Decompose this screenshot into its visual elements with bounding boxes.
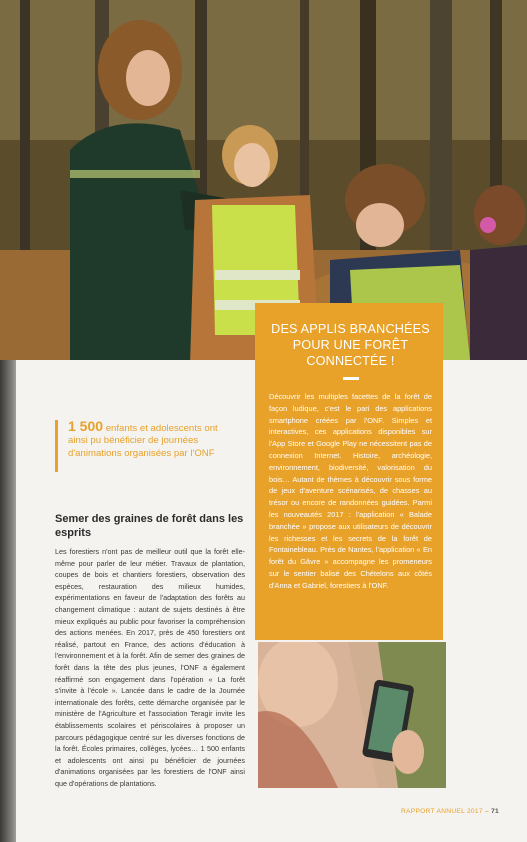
article (55, 513, 245, 789)
footer-label: RAPPORT ANNUEL 2017 (401, 808, 483, 815)
app-callout-box (255, 303, 443, 640)
article-body: Les forestiers n'ont pas de meilleur outil que la forêt elle-même pour parler de leur métier. Travaux de plantation, coupes de bois et chantiers forestiers, observation des espèces, restauration des milieux humides, expérimentations en faveur de l'adaptation des forêts au changement climatique : autant de sujets destinés à être mieux expliqués au public pour favoriser la compréhension des actions menées. En 2017, près de 450 forestiers ont réalisé, partout en France, des actions d'éducation à l'environnement et à la forêt. Afin de semer des graines de forêt dans la tête des plus jeunes, l'ONF a également réaffirmé son engagement dans l'opération « La forêt s'invite à l'école ». Lancée dans le cadre de la Journée internationale des forêts, cette démarche organisée par le ministère de l'Agriculture et l'association Teragir invite les établissements scolaires et périscolaires à proposer un parcours pédagogique centré sur les diverses fonctions de la forêt. Écoles primaires, collèges, lycées… 1 500 enfants et adolescents ont ainsi pu bénéficier de journées d'animations organisées par les forestiers de l'ONF ainsi que d'opérations de plantations. (55, 547, 245, 788)
pull-quote-number: 1 500 (68, 418, 104, 434)
callout-title: DES APPLIS BRANCHÉES POUR UNE FORÊT CONNECTÉE ! (271, 322, 430, 368)
article-heading: Semer des graines de forêt dans les esprits (55, 513, 244, 539)
page-footer (401, 808, 499, 815)
pull-quote-text: enfants et adolescents ont ainsi pu bénéficier de journées d'animations organisées par l'ONF (68, 423, 218, 459)
page-number: 71 (491, 808, 499, 815)
callout-divider (343, 377, 359, 380)
smartphone-photo (258, 642, 446, 788)
footer-separator: – (484, 808, 489, 815)
callout-body: Découvrir les multiples facettes de la forêt de façon ludique, c'est le pari des applications smartphone créées par l'ONF. Simples et interactives, ces applications disponibles sur l'App Store et Google Play ne nécessitent pas de connexion Internet. Histoire, archéologie, environnement, biodiversité, valorisation du bois… Autant de thèmes à découvrir sous forme de jeux d'aventure scénarisés, de chasses au trésor ou encore de randonnées guidées. Parmi les nouveautés 2017 : l'application « Balade branchée » propose aux utilisateurs de découvrir les richesses et les secrets de la forêt de Fontainebleau. Près de Nantes, l'application « En forêt du Gâvre » accompagne les promeneurs sur le sentier balisé des Chételons aux côtés d'Anna et Gabriel, forestiers à l'ONF. (269, 392, 432, 590)
pull-quote (55, 420, 235, 472)
